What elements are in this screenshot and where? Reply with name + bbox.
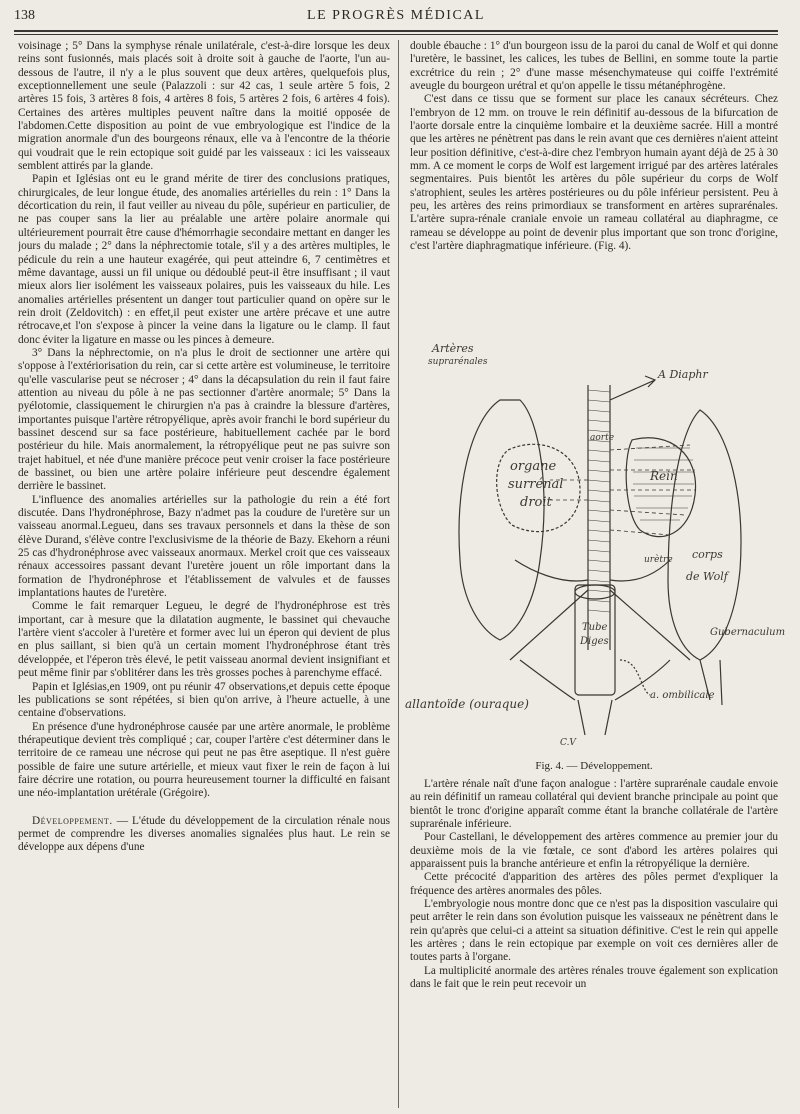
paragraph: Pour Castellani, le développement des artères commence au premier jour du deuxième mois de la vie fœtale, ce sont d'abord les artères polaires qui apparaissent puis la branche antérieure et enfin la rétropyélique la dernière. — [410, 831, 778, 871]
paragraph: L'artère rénale naît d'une façon analogue : l'artère suprarénale caudale envoie au rein définitif un rameau collatéral qui devient branche principale au point que bientôt le tronc d'origine apparaît comme étant la branche collatérale de l'artère suprarénale inférieure. — [410, 778, 778, 831]
paragraph: En présence d'une hydronéphrose causée par une artère anormale, le problème thérapeutique devient très compliqué ; car, couper l'artère c'est déterminer dans le territoire de ce rameau une nécrose qui peut ne pas être aseptique. Il n'est guère possible de faire une suture artérielle, et mieux vaut fixer le rein de façon à lui faire décrire une rotation, ou pourra heureusement tourner la difficulté en faisant une néo-implantation urétérale (Grégoire). — [18, 720, 390, 800]
label-aorte: aorte — [590, 433, 615, 443]
page-header — [14, 8, 778, 30]
paragraph: Papin et Iglésias ont eu le grand mérite de tirer des conclusions pratiques, chirurgicales, de leur longue étude, des anomalies artérielles du rein : 1° Dans la décortication du rein, il faut veiller au niveau du pôle, supérieur en particulier, de ne pas couper sans la lier au préalable une artère polaire anormale qui ultérieurement pourrait être cause d'hémorrhagie secondaire mettant en danger les jours du malade ; 2° dans la néphrectomie totale, s'il y a des artères multiples, le pédicule du rein a une hauteur exagérée, qui peut atteindre 6, 7 centimètres et même davantage, aussi un fil unique ou dédoublé peut-il être insuffisant ; il vaut mieux alors lier isolément les vaisseaux polaires, puis les vaisseaux du hile. Les anomalies artérielles présentent un danger tout particulier quand on opère sur le rein droit (Zeldovitch) : en effet,il peut exister une artère précave et une autre rétrocave,et l'on s'expose à pincer la veine dans la ligature ou le clamp. Il faut donc éviter la ligature en masse ou les pinces à demeure. — [18, 173, 390, 346]
right-column-bottom — [410, 778, 778, 1108]
label-tube: Tube — [582, 622, 608, 633]
label-droit: droit — [520, 495, 552, 510]
paragraph: Comme le fait remarquer Legueu, le degré de l'hydronéphrose est très important, car à mesure que la dilatation augmente, le bassinet qui chevauche l'artère vient s'accoler à l'uretère et former avec lui un éperon qui devient de plus en plus saillant, si bien qu'à un certain moment l'hydronéphrose étant très développée, et l'éperon très élevé, le petit vaisseau anormal devient insignifiant et peut même finir par s'oblitérer dans les très grosses poches à parenchyme effacé. — [18, 600, 390, 680]
paragraph: C'est dans ce tissu que se forment sur place les canaux sécréteurs. Chez l'embryon de 12 mm. on trouve le rein définitif au-dessous de la bifurcation de l'aorte dorsale entre la cinquième lombaire et la deuxième sacrée. Hill a montré que les artères ne pénètrent pas dans le rein avant que ces dernières n'aient atteint leur position définitive, c'est-à-dire chez l'embryon humain ayant déjà de 25 à 30 mm. A ce moment le corps de Wolf est largement irrigué par des artères latérales segmentaires. Puis bientôt les artères du pôle supérieur du corps de Wolf s'atrophient, seules les artères postérieures ou du pôle inférieur persistent. Peu à peu, les artères des reins primordiaux se transforment en artères suprarénales. L'artère supra-rénale craniale envoie un rameau collatéral au diaphragme, ce rameau se développe au point de devenir plus important que son tronc d'origine, c'est l'artère diaphragmatique inférieure. (Fig. 4). — [410, 93, 778, 253]
label-diges: Diges — [580, 636, 609, 647]
header-rule — [14, 30, 778, 32]
paragraph: L'influence des anomalies artérielles sur la pathologie du rein a été fort discutée. Dans l'hydronéphrose, Bazy n'admet pas la coudure de l'uretère sur un vaisseau anormal.Legueu, dans ses travaux personnels et dans la thèse de son élève Durand, s'élève contre l'exclusivisme de la théorie de Bazy. Ekehorn a réuni 25 cas d'hydronéphrose avec vaisseaux anormaux. Merkel croit que ces vaisseaux rénaux accessoires passant devant l'uretère jouent un rôle important dans la formation de l'hydronéphrose et l'établissement de valvules et de fausses implantations hautes de l'uretère. — [18, 493, 390, 600]
paragraph: La multiplicité anormale des artères rénales trouve également son explication dans le fait que le rein peut recevoir un — [410, 964, 778, 991]
paragraph: double ébauche : 1° d'un bourgeon issu de la paroi du canal de Wolf et qui donne l'uretère, le bassinet, les calices, les tubes de Bellini, en somme toute la partie excrétrice du rein ; 2° d'une masse mésenchymateuse qui coiffe l'extrémité aveugle du bourgeon urétral et qu'on appelle le tissu métanéphrogène. — [410, 40, 778, 93]
label-a-ombilicale: a. ombilicale — [650, 690, 715, 701]
label-a-diaphr: A Diaphr — [658, 368, 708, 381]
figure-development — [400, 330, 788, 755]
label-arteres: Artères — [432, 342, 474, 355]
column-divider — [398, 40, 399, 1108]
suprarenal-organ-outline — [459, 400, 544, 640]
label-surrenal: surrénal — [508, 477, 564, 492]
label-cv: C.V — [560, 738, 576, 748]
paragraph: Papin et Iglésias,en 1909, ont pu réunir 47 observations,et depuis cette époque les publications se sont répétées, si bien qu'on arrive, à l'heure actuelle, à une centaine d'observations. — [18, 680, 390, 720]
label-allantoide: allantoïde (ouraque) — [405, 697, 529, 711]
section-paragraph — [18, 815, 390, 855]
section-heading: Développement. — [32, 814, 113, 827]
kidney-outline — [626, 438, 695, 537]
paragraph: 3° Dans la néphrectomie, on n'a plus le droit de sectionner une artère qui s'oppose à l'extériorisation du rein, car si cette artère est volumineuse, le territoire qu'elle vascularise peut se nécroser ; 4° dans la décapsulation du rein il faut faire attention au niveau du pôle à ne pas sectionner d'artère anormale; 5° Dans la pyélotomie, classiquement le chirurgien n'a pas à craindre la blessure d'artères, importantes puisque l'artère rétropyélique, après avoir franchi le bord supérieur du bassinet descend sur sa face postérieure, habituellement cachée par le bord postérieur du hile. Mais anormalement, la rétropyélique peut ne pas suivre son trajet habituel, et née d'une manière précoce peut venir croiser la face postérieure de bassinet, ou bien une artère polaire inférieure peut descendre également derrière le bassinet. — [18, 346, 390, 493]
figure-caption: Fig. 4. — Développement. — [535, 760, 653, 772]
embryo-vascular-diagram — [400, 330, 788, 755]
journal-title: LE PROGRÈS MÉDICAL — [307, 8, 485, 23]
label-gubernaculum: Gubernaculum — [710, 627, 786, 638]
label-organe: organe — [510, 459, 557, 474]
left-column — [18, 40, 390, 1108]
label-uretere: urètre — [644, 555, 673, 565]
page-number: 138 — [14, 8, 35, 23]
paragraph: voisinage ; 5° Dans la symphyse rénale unilatérale, c'est-à-dire lorsque les deux reins sont fusionnés, mais placés soit à droite soit à gauche de l'aorte, l'un au-dessous de l'autre, il n'y a le plus souvent que deux artères, quelquefois plus, exceptionnellement une seule (Palazzoli : sur 42 cas, 1 seule artère 5 fois, 2 artères 15 fois, 3 artères 8 fois, 4 artères 8 fois, 5 artères 2 fois, 6 artères 4 fois). Certaines des artères multiples peuvent naître dans la moitié opposée de l'abdomen.Cette disposition au point de vue embryologique est l'indice de la migration anormale d'un des bourgeons rénaux, elle va à l'encontre de la théorie qui voudrait que le rein ectopique soit guidé par les vaisseaux : ici les vaisseaux semblent attirés par la glande. — [18, 40, 390, 173]
section-text: — L'étude du développement de la circulation rénale nous permet de comprendre les diverses anomalies signalées plus haut. Le rein se développe aux dépens d'une — [18, 814, 390, 854]
right-column-top — [410, 40, 778, 340]
paragraph: Cette précocité d'apparition des artères des pôles permet d'expliquer la fréquence des artères anormales des pôles. — [410, 871, 778, 897]
label-suprarenales: suprarénales — [428, 357, 488, 367]
header-rule-thin — [14, 34, 778, 35]
paragraph: L'embryologie nous montre donc que ce n'est pas la disposition vasculaire qui peut arrêter le rein dans son évolution puisque les vaisseaux ne pénètrent dans le rein qu'après que celui-ci a atteint sa situation définitive. C'est le rein qui appelle les artères ; dans le rein ectopique par exemple on voit ces dernières aller de toutes parts à l'organe. — [410, 898, 778, 964]
label-rein: Rein — [650, 469, 678, 483]
label-corps: corps — [692, 548, 723, 561]
label-de-wolf: de Wolf — [686, 570, 728, 583]
